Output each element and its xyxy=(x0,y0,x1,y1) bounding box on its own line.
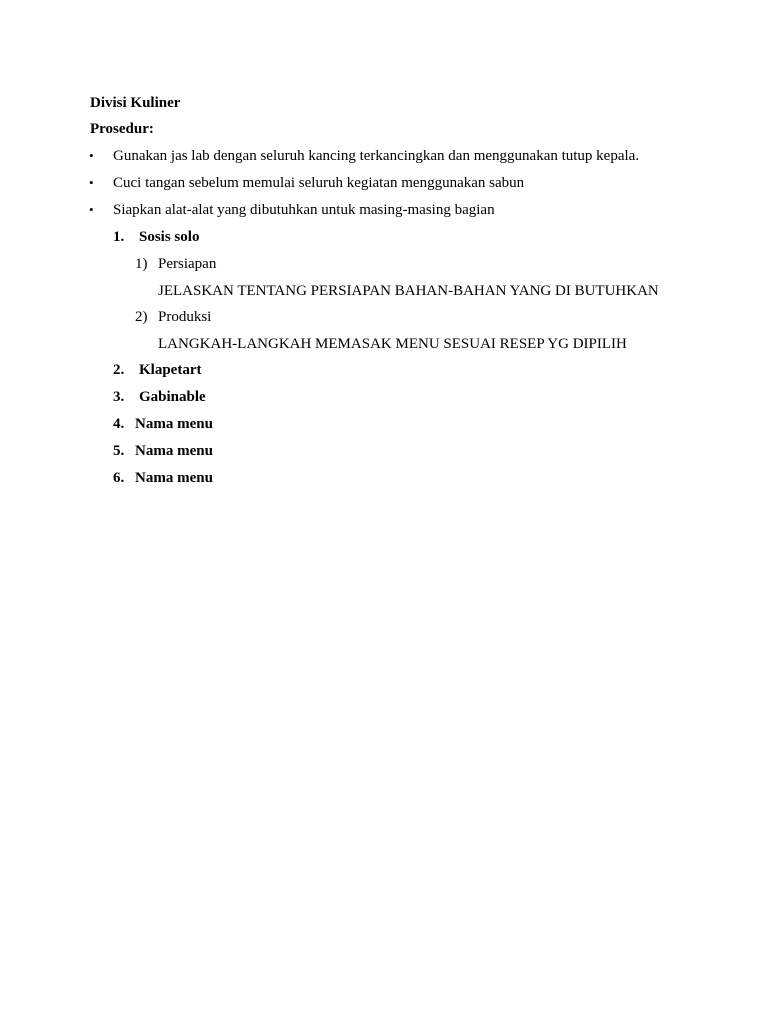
menu-number: 3. xyxy=(113,389,125,405)
menu-name-sosis-solo: Sosis solo xyxy=(139,229,200,245)
menu-number: 5. xyxy=(113,443,125,459)
bullet-marker: • xyxy=(89,175,94,190)
bullet-item-wash-hands: Cuci tangan sebelum memulai seluruh kegiatan menggunakan sabun xyxy=(113,175,525,191)
bullet-marker: • xyxy=(89,202,94,217)
menu-number: 6. xyxy=(113,470,125,486)
step-detail-produksi: LANGKAH-LANGKAH MEMASAK MENU SESUAI RESEP YG DIPILIH xyxy=(158,336,627,352)
bullet-item-prepare-tools: Siapkan alat-alat yang dibutuhkan untuk masing-masing bagian xyxy=(113,202,495,218)
menu-name-klapetart: Klapetart xyxy=(139,362,202,378)
menu-number: 2. xyxy=(113,362,125,378)
bullet-item-lab-coat: Gunakan jas lab dengan seluruh kancing terkancingkan dan menggunakan tutup kepala. xyxy=(113,148,640,164)
procedure-heading: Prosedur: xyxy=(90,121,154,137)
menu-number: 4. xyxy=(113,416,125,432)
menu-name-placeholder: Nama menu xyxy=(135,416,213,432)
menu-name-gabinable: Gabinable xyxy=(139,389,206,405)
step-title-persiapan: Persiapan xyxy=(158,256,217,272)
step-number: 2) xyxy=(135,309,148,325)
menu-name-placeholder: Nama menu xyxy=(135,470,213,486)
menu-number: 1. xyxy=(113,229,125,245)
step-number: 1) xyxy=(135,256,148,272)
division-title: Divisi Kuliner xyxy=(90,95,181,111)
bullet-marker: • xyxy=(89,148,94,163)
step-title-produksi: Produksi xyxy=(158,309,212,325)
step-detail-persiapan: JELASKAN TENTANG PERSIAPAN BAHAN-BAHAN YANG DI BUTUHKAN xyxy=(158,283,659,299)
menu-name-placeholder: Nama menu xyxy=(135,443,213,459)
